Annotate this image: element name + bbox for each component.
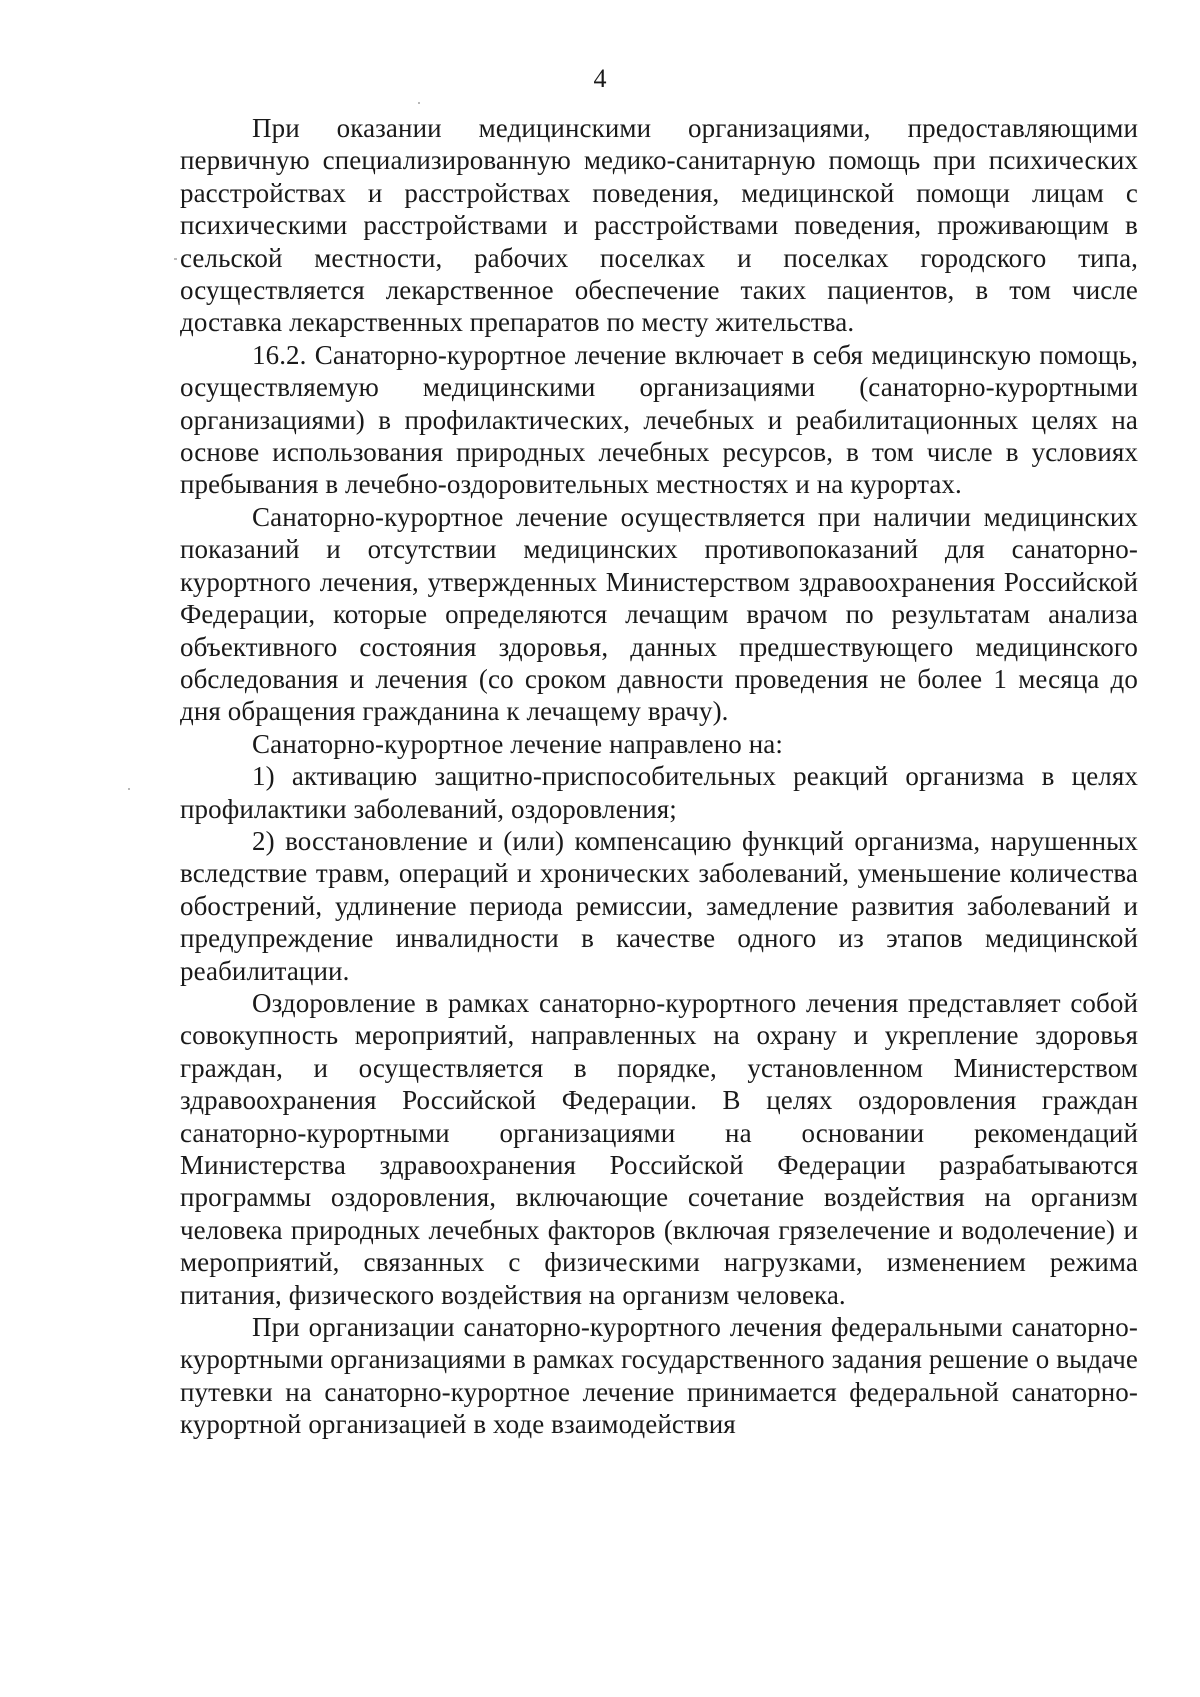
- document-body: [180, 112, 1138, 1441]
- list-item-1: 1) активацию защитно-приспособительных реакций организма в целях профилактики заболеваний, оздоровления;: [180, 761, 1138, 824]
- scan-speck: [418, 102, 420, 104]
- list-item-2: 2) восстановление и (или) компенсацию функций организма, нарушенных вследствие травм, операций и хронических заболеваний, уменьшение количества обострений, удлинение периода ремиссии, замедление развития заболеваний и предупреждение инвалидности в качестве одного из этапов медицинской реабилитации.: [180, 825, 1138, 986]
- page-number: 4: [593, 64, 607, 93]
- paragraph-health-improvement: Оздоровление в рамках санаторно-курортного лечения представляет собой совокупность мероприятий, направленных на охрану и укрепление здоровья граждан, и осуществляется в порядке, установленном Министерством здравоохранения Российской Федерации. В целях оздоровления граждан санаторно-курортными организациями на основании рекомендаций Министерства здравоохранения Российской Федерации разрабатываются программы оздоровления, включающие сочетание воздействия на организм человека природных лечебных факторов (включая грязелечение и водолечение) и мероприятий, связанных с физическими нагрузками, изменением режима питания, физического воздействия на организм человека.: [180, 987, 1138, 1310]
- scan-speck: [174, 258, 177, 260]
- scan-speck: [128, 788, 130, 790]
- paragraph-medical-indications: Санаторно-курортное лечение осуществляется при наличии медицинских показаний и отсутствии медицинских противопоказаний для санаторно-курортного лечения, утвержденных Министерством здравоохранения Российской Федерации, которые определяются лечащим врачом по результатам анализа объективного состояния здоровья, данных предшествующего медицинского обследования и лечения (со сроком давности проведения не более 1 месяца до дня обращения гражданина к лечащему врачу).: [180, 501, 1138, 727]
- paragraph-treatment-aims: Санаторно-курортное лечение направлено на:: [252, 728, 783, 759]
- paragraph-psychiatric-drug-supply: При оказании медицинскими организациями, предоставляющими первичную специализированную медико-санитарную помощь при психических расстройствах и расстройствах поведения, медицинской помощи лицам с психическими расстройствами и расстройствами поведения, проживающим в сельской местности, рабочих поселках и поселках городского типа, осуществляется лекарственное обеспечение таких пациентов, в том числе доставка лекарственных препаратов по месту жительства.: [180, 113, 1138, 338]
- paragraph-federal-organizations: При организации санаторно-курортного лечения федеральными санаторно-курортными организациями в рамках государственного задания решение о выдаче путевки на санаторно-курортное лечение принимается федеральной санаторно-курортной организацией в ходе взаимодействия: [180, 1312, 1138, 1440]
- paragraph-16-2-sanatorium-treatment: 16.2. Санаторно-курортное лечение включает в себя медицинскую помощь, осуществляемую медицинскими организациями (санаторно-курортными организациями) в профилактических, лечебных и реабилитационных целях на основе использования природных лечебных ресурсов, в том числе в условиях пребывания в лечебно-оздоровительных местностях и на курортах.: [180, 339, 1138, 500]
